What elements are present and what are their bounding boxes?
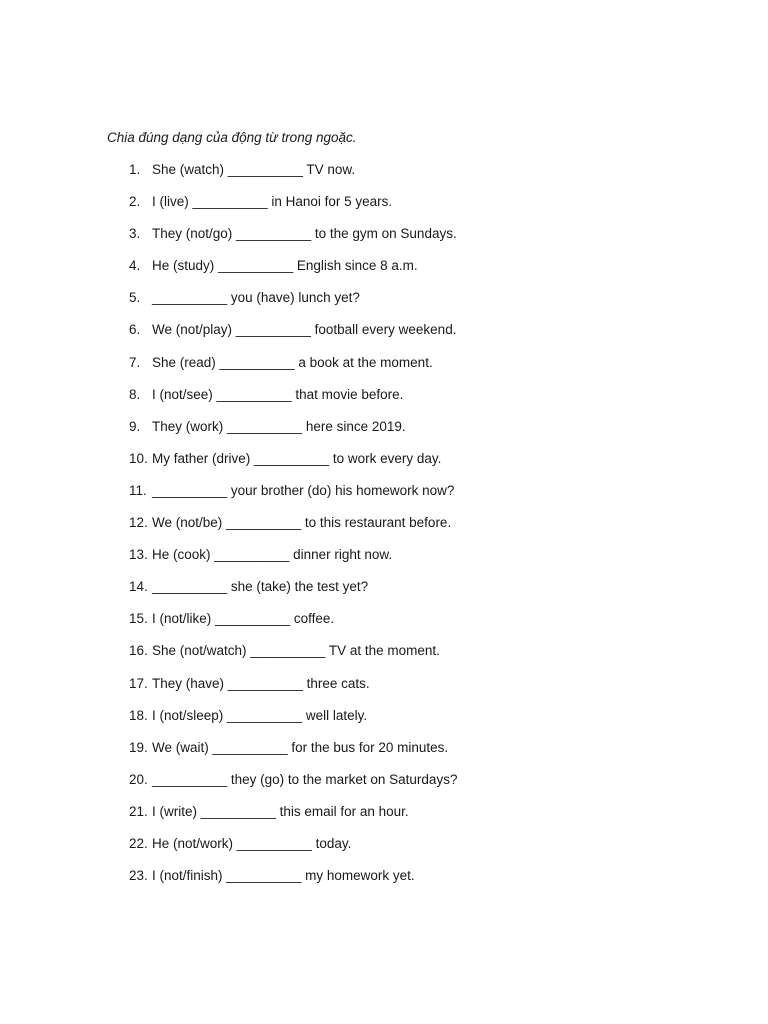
item-text: He (cook) __________ dinner right now. [152,547,393,563]
item-text: __________ you (have) lunch yet? [152,290,360,306]
item-number: 23. [129,868,148,884]
item-text: __________ she (take) the test yet? [152,579,369,595]
item-number: 7. [129,354,141,370]
item-text: I (write) __________ this email for an hour. [152,803,409,819]
item-text: I (not/like) __________ coffee. [152,611,335,627]
item-text: __________ they (go) to the market on Saturdays? [152,771,458,787]
item-text: He (not/work) __________ today. [152,835,352,851]
item-text: They (work) __________ here since 2019. [152,418,406,434]
item-number: 9. [129,418,141,434]
item-number: 16. [129,643,148,659]
item-number: 21. [129,803,148,819]
item-text: We (not/be) __________ to this restaurant before. [152,515,452,531]
item-number: 14. [129,579,148,595]
item-text: She (watch) __________ TV now. [152,162,356,177]
item-text: I (not/finish) __________ my homework yet. [152,868,415,884]
item-text: I (not/see) __________ that movie before. [152,386,404,402]
item-number: 22. [129,835,148,851]
item-number: 5. [129,290,141,306]
item-number: 19. [129,739,148,755]
item-text: They (have) __________ three cats. [152,675,370,691]
item-number: 15. [129,611,148,627]
item-number: 11. [129,482,147,498]
instruction-text: Chia đúng dạng của động từ trong ngoặc. [107,130,357,145]
item-number: 10. [129,450,148,466]
item-text: We (wait) __________ for the bus for 20 minutes. [152,739,449,755]
item-text: __________ your brother (do) his homework now? [152,482,455,498]
item-number: 6. [129,322,141,338]
item-number: 20. [129,771,148,787]
item-number: 17. [129,675,148,691]
item-number: 13. [129,547,148,563]
item-number: 1. [129,162,141,177]
item-number: 18. [129,707,148,723]
item-text: She (read) __________ a book at the moment. [152,354,433,370]
item-text: I (not/sleep) __________ well lately. [152,707,368,723]
item-number: 12. [129,515,148,531]
item-number: 8. [129,386,141,402]
item-number: 2. [129,194,141,210]
item-text: We (not/play) __________ football every weekend. [152,322,457,338]
item-text: I (live) __________ in Hanoi for 5 years. [152,194,393,210]
item-text: They (not/go) __________ to the gym on Sundays. [152,226,457,242]
item-text: She (not/watch) __________ TV at the moment. [152,643,440,659]
item-text: He (study) __________ English since 8 a.m. [152,258,418,274]
item-text: My father (drive) __________ to work every day. [152,450,442,466]
item-number: 3. [129,226,141,242]
item-number: 4. [129,258,141,274]
